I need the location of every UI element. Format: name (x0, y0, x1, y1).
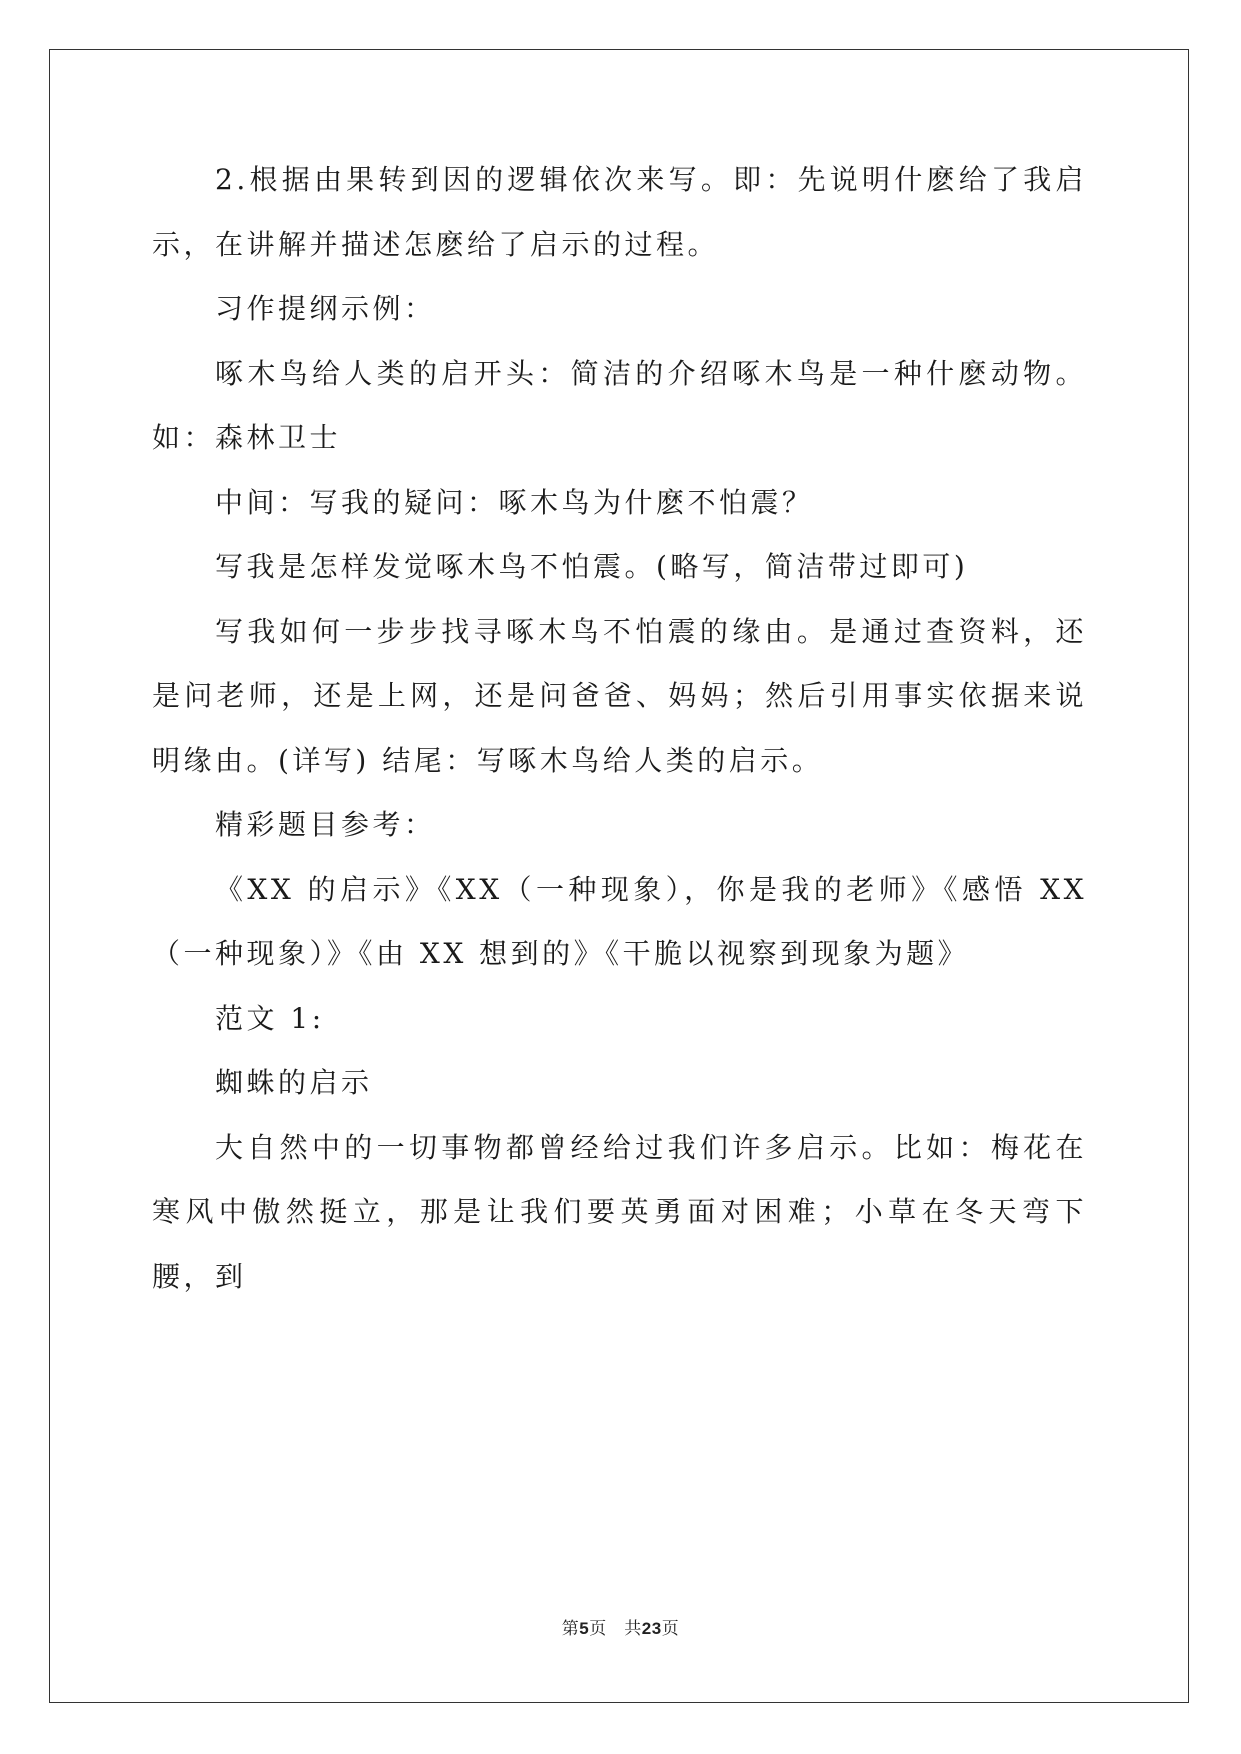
paragraph-9: 范文 1: (215, 1001, 325, 1035)
paragraph-4: 中间：写我的疑问：啄木鸟为什麽不怕震？ (215, 485, 814, 519)
footer-prefix: 第 (561, 1619, 580, 1639)
footer-page-number: 5 (579, 1619, 590, 1638)
paragraph-11: 大自然中的一切事物都曾经给过我们许多启示。比如：梅花在寒风中傲然挺立，那是让我们要英勇面对困难；小草在冬天弯下腰，到 (152, 1130, 1087, 1293)
footer-total-pages: 23 (641, 1619, 662, 1638)
footer-total-prefix: 共 (624, 1619, 642, 1639)
document-body (152, 148, 1087, 1309)
paragraph-5: 写我是怎样发觉啄木鸟不怕震。(略写，简洁带过即可) (215, 550, 969, 583)
footer-total-unit: 页 (661, 1619, 680, 1639)
page-footer (0, 1614, 1241, 1639)
paragraph-10: 蜘蛛的启示 (215, 1066, 373, 1099)
paragraph-6: 写我如何一步步找寻啄木鸟不怕震的缘由。是通过查资料，还是问老师，还是上网，还是问爸爸、妈妈；然后引用事实依据来说明缘由。(详写) 结尾：写啄木鸟给人类的启示。 (152, 614, 1087, 777)
paragraph-3: 啄木鸟给人类的启开头：简洁的介绍啄木鸟是一种什麽动物。如：森林卫士 (152, 356, 1087, 454)
footer-page-unit: 页 (589, 1619, 607, 1639)
paragraph-8: 《XX 的启示》《XX（一种现象），你是我的老师》《感悟 XX（一种现象）》《由 XX 想到的》《干脆以视察到现象为题》 (152, 872, 1087, 970)
paragraph-1: 2.根据由果转到因的逻辑依次来写。即：先说明什麽给了我启示，在讲解并描述怎麽给了启示的过程。 (152, 163, 1087, 261)
paragraph-2: 习作提纲示例： (215, 292, 436, 325)
paragraph-7: 精彩题目参考： (215, 808, 436, 841)
